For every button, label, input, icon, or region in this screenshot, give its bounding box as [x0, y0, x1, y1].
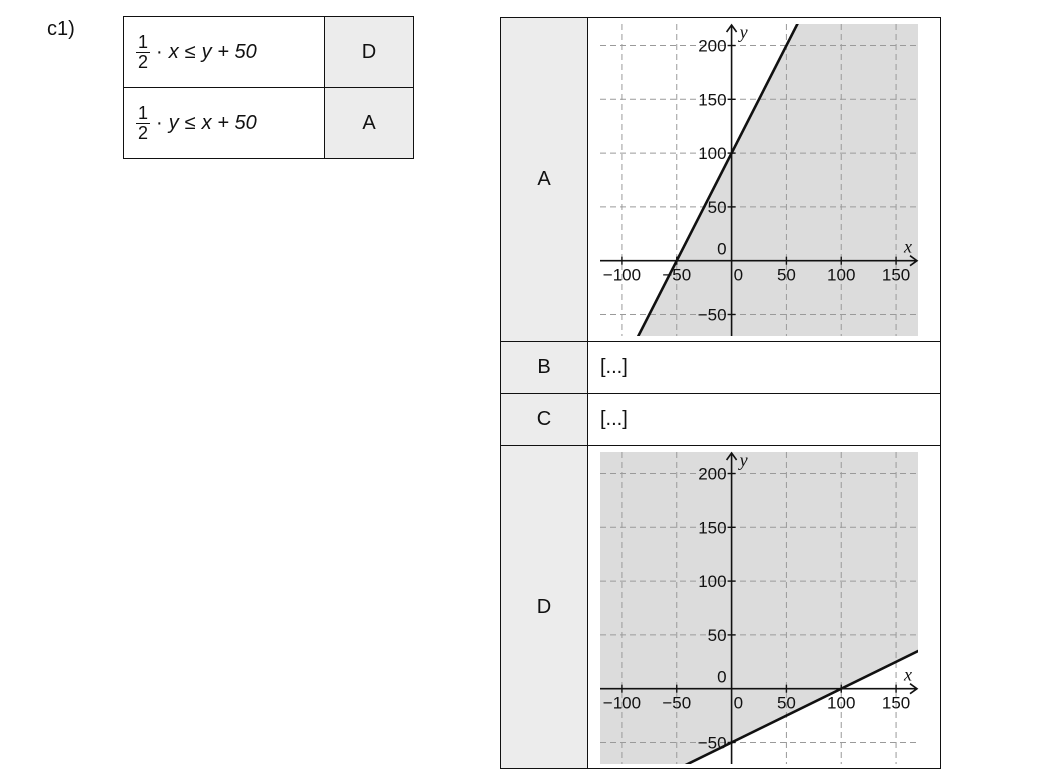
y-tick-label: 150 — [698, 90, 727, 110]
row-key: B — [501, 342, 588, 394]
row-key: D — [501, 446, 588, 769]
fraction-numerator: 1 — [138, 102, 149, 123]
fraction — [136, 104, 150, 143]
fraction — [136, 33, 150, 72]
y-axis-label: y — [739, 450, 748, 470]
fraction-numerator: 1 — [138, 31, 149, 52]
y-tick-label: 50 — [707, 197, 727, 217]
graph-row-c — [501, 394, 941, 446]
x-tick-label: 50 — [776, 693, 796, 713]
y-tick-label: 100 — [698, 572, 727, 592]
inequality-row — [124, 88, 414, 159]
inequality-expression — [124, 17, 325, 88]
x-axis-label: x — [904, 236, 912, 257]
inequality-expression — [124, 88, 325, 159]
x-axis-label: x — [904, 664, 912, 685]
dot-operator: · — [156, 111, 163, 134]
x-tick-label: −50 — [662, 265, 692, 285]
x-tick-label: 100 — [827, 265, 856, 285]
dot-operator: · — [156, 40, 163, 63]
y-axis-label: y — [739, 22, 748, 42]
x-tick-label: 150 — [881, 693, 911, 713]
lhs-variable: x — [168, 40, 179, 63]
graph-cell-d — [588, 446, 941, 769]
rhs-expression: x + 50 — [201, 111, 257, 134]
x-tick-label: 0 — [733, 265, 744, 285]
y-tick-label: 200 — [698, 36, 727, 56]
x-tick-label: 150 — [881, 265, 911, 285]
y-tick-label: 0 — [717, 667, 727, 687]
graph-table — [500, 17, 941, 769]
x-tick-label: −100 — [602, 265, 642, 285]
x-tick-label: −100 — [602, 693, 642, 713]
section-label: c1) — [47, 18, 75, 40]
relation-symbol: ≤ — [184, 111, 196, 134]
x-tick-label: −50 — [662, 693, 692, 713]
fraction-denominator: 2 — [138, 122, 149, 143]
y-tick-label: 0 — [717, 239, 727, 259]
x-tick-label: 100 — [827, 693, 856, 713]
y-tick-label: −50 — [697, 733, 727, 753]
rhs-expression: y + 50 — [201, 40, 257, 63]
placeholder-text: [...] — [588, 394, 941, 446]
y-tick-label: 100 — [698, 144, 727, 164]
row-key: C — [501, 394, 588, 446]
x-tick-label: 0 — [733, 693, 744, 713]
graph-row-a — [501, 18, 941, 342]
lhs-variable: y — [168, 111, 179, 134]
x-tick-label: 50 — [776, 265, 796, 285]
shaded-region — [600, 446, 918, 768]
answer-cell: A — [325, 88, 414, 159]
y-tick-label: −50 — [697, 305, 727, 325]
fraction-denominator: 2 — [138, 51, 149, 72]
y-tick-label: 50 — [707, 625, 727, 645]
answer-cell: D — [325, 17, 414, 88]
inequality-table — [123, 16, 414, 159]
row-key: A — [501, 18, 588, 342]
graph-a-chart — [588, 18, 928, 341]
inequality-row — [124, 17, 414, 88]
graph-cell-a — [588, 18, 941, 342]
y-tick-label: 200 — [698, 464, 727, 484]
relation-symbol: ≤ — [184, 40, 196, 63]
placeholder-text: [...] — [588, 342, 941, 394]
shaded-region — [588, 18, 928, 341]
graph-d-chart — [588, 446, 928, 768]
y-tick-label: 150 — [698, 518, 727, 538]
graph-row-b — [501, 342, 941, 394]
graph-row-d — [501, 446, 941, 769]
